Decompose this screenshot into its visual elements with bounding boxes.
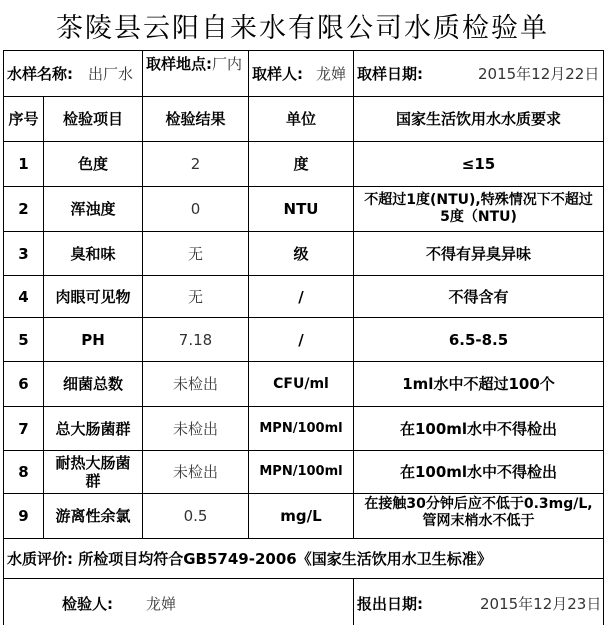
grid-line [603, 50, 604, 625]
row-result: 无 [187, 244, 203, 263]
sample-name-label: 水样名称: [7, 64, 73, 83]
row-result: 未检出 [172, 419, 218, 438]
row-requirement: 不得含有 [448, 287, 509, 306]
row-result: 0 [190, 200, 201, 218]
report-date-label: 报出日期: [357, 594, 423, 613]
row-unit: mg/L [280, 507, 322, 525]
grid-line [353, 50, 354, 96]
row-item: 细菌总数 [62, 375, 123, 393]
row-unit: NTU [283, 200, 319, 218]
row-unit: MPN/100ml [259, 464, 343, 479]
row-item: 耐热大肠菌群 [55, 454, 131, 490]
header-requirement: 国家生活饮用水水质要求 [395, 110, 561, 128]
row-requirement: 1ml水中不超过100个 [402, 375, 555, 393]
grid-line [353, 578, 354, 625]
row-result: 0.5 [183, 507, 208, 525]
row-requirement: 6.5-8.5 [448, 330, 509, 349]
row-item: 色度 [77, 155, 108, 173]
inspector-value: 龙婵 [146, 594, 177, 613]
row-item: 游离性余氯 [55, 507, 131, 525]
row-no: 8 [18, 463, 29, 481]
row-item: 臭和味 [70, 244, 116, 263]
grid-line [248, 50, 249, 96]
row-requirement: 在100ml水中不得检出 [399, 463, 558, 481]
sampler-value: 龙婵 [316, 64, 347, 83]
grid-line [142, 50, 143, 96]
row-no: 3 [18, 244, 29, 263]
row-requirement: 在接触30分钟后应不低于0.3mg/L,管网末梢水不低于 [364, 496, 593, 529]
row-no: 1 [18, 155, 29, 173]
row-no: 2 [18, 200, 29, 218]
grid-line [3, 578, 604, 579]
row-no: 5 [18, 330, 29, 349]
sampler-label: 取样人: [252, 64, 303, 83]
report-date-value: 2015年12月23日 [480, 594, 602, 613]
row-no: 6 [18, 375, 29, 393]
location-value: 厂内 [212, 55, 243, 73]
inspector-label: 检验人: [62, 594, 113, 613]
document-title: 茶陵县云阳自来水有限公司水质检验单 [56, 13, 549, 44]
row-unit: MPN/100ml [259, 420, 343, 436]
row-unit: / [298, 330, 304, 349]
row-item: PH [81, 330, 105, 349]
sample-name-value: 出厂水 [88, 64, 134, 83]
row-unit: CFU/ml [273, 376, 329, 392]
row-result: 2 [190, 155, 201, 173]
row-result: 未检出 [172, 463, 218, 481]
water-quality-evaluation: 水质评价: 所检项目均符合GB5749-2006《国家生活饮用水卫生标准》 [7, 549, 492, 568]
row-result: 未检出 [172, 375, 218, 393]
row-no: 4 [18, 287, 29, 306]
header-item: 检验项目 [62, 110, 123, 128]
header-result: 检验结果 [165, 110, 226, 128]
row-unit: / [298, 287, 304, 306]
row-item: 肉眼可见物 [55, 287, 131, 306]
row-result: 无 [187, 287, 203, 306]
row-item: 浑浊度 [70, 200, 116, 218]
row-requirement: ≤15 [461, 155, 496, 173]
sample-date-label: 取样日期: [357, 64, 423, 83]
location-label: 取样地点: [146, 55, 212, 73]
header-no: 序号 [8, 110, 39, 128]
header-unit: 单位 [285, 110, 316, 128]
row-requirement: 不超过1度(NTU),特殊情况下不超过5度（NTU) [364, 192, 593, 225]
row-requirement: 在100ml水中不得检出 [399, 419, 558, 438]
row-no: 7 [18, 419, 29, 438]
row-result: 7.18 [178, 330, 213, 349]
row-item: 总大肠菌群 [55, 419, 131, 438]
row-no: 9 [18, 507, 29, 525]
row-requirement: 不得有异臭异味 [425, 244, 531, 263]
row-unit: 度 [293, 155, 309, 173]
sample-date-value: 2015年12月22日 [478, 64, 600, 83]
location-cell [146, 51, 246, 96]
row-unit: 级 [293, 244, 309, 263]
